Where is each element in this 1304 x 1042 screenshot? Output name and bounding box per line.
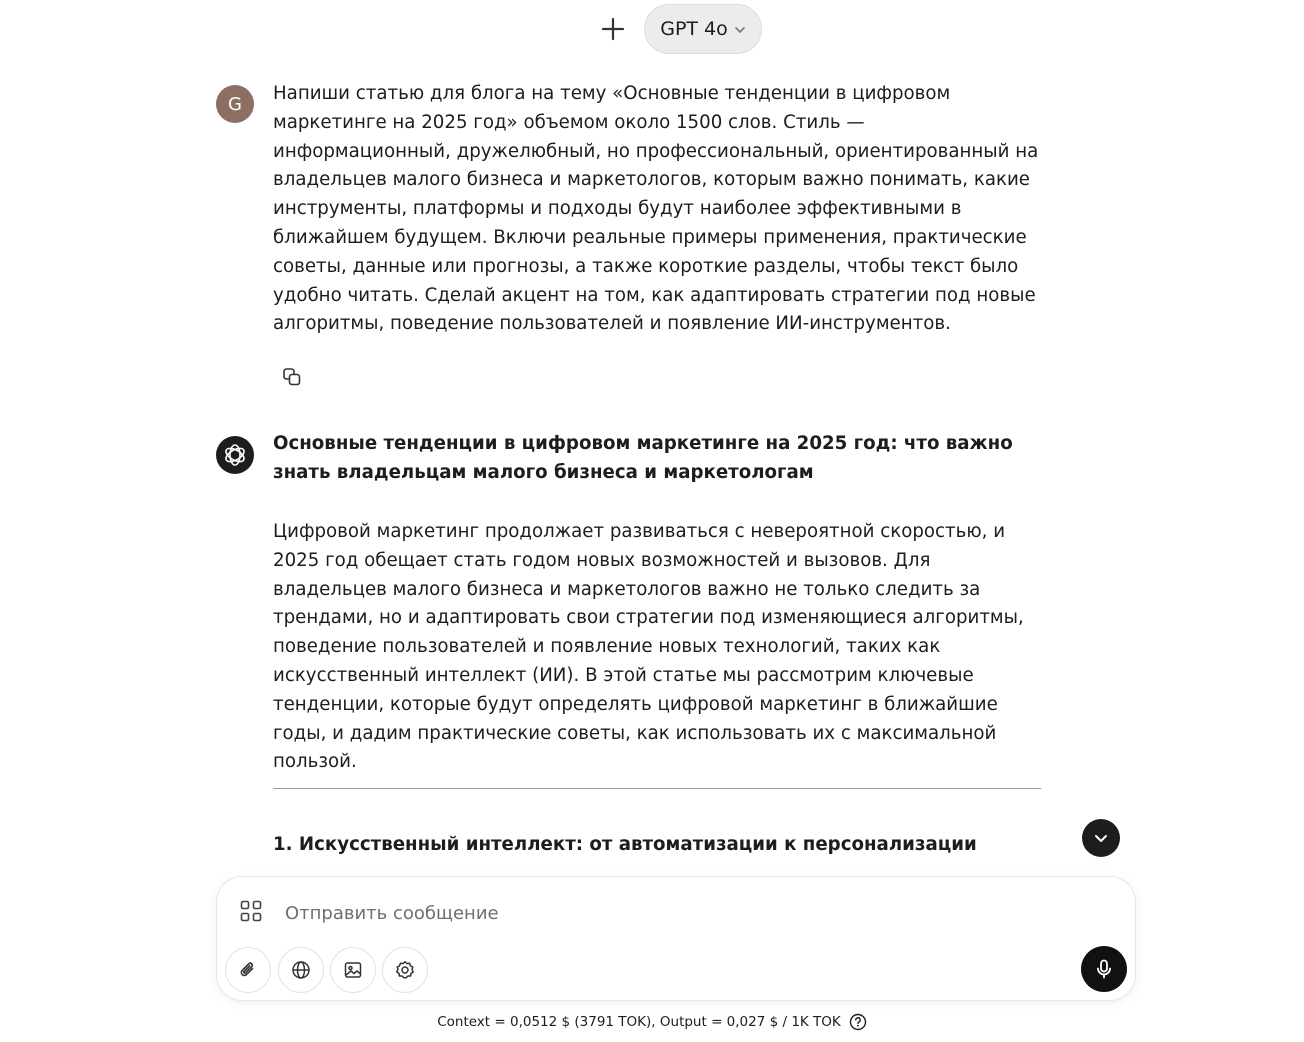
microphone-icon: [1093, 958, 1115, 980]
message-composer: [216, 876, 1136, 1001]
chevron-down-icon: [734, 24, 746, 36]
paperclip-icon: [237, 959, 259, 981]
question-circle-icon[interactable]: [849, 1013, 867, 1031]
top-bar: [0, 4, 1304, 54]
message-input[interactable]: [283, 895, 1047, 931]
gear-icon: [394, 959, 416, 981]
image-button[interactable]: [330, 947, 376, 993]
voice-input-button[interactable]: [1081, 946, 1127, 992]
pricing-info: [0, 1012, 1304, 1032]
settings-button[interactable]: [382, 947, 428, 993]
globe-icon: [290, 959, 312, 981]
divider: [273, 788, 1041, 789]
grid-icon[interactable]: [239, 899, 263, 923]
user-avatar-initial: G: [228, 93, 242, 115]
assistant-heading: Основные тенденции в цифровом маркетинге на 2025 год: что важно знать владельцам малого бизнеса и маркетологам: [273, 433, 1013, 483]
web-search-button[interactable]: [278, 947, 324, 993]
assistant-paragraph: Цифровой маркетинг продолжает развиваться с невероятной скоростью, и 2025 год обещает стать годом новых возможностей и вызовов. Для владельцев малого бизнеса и маркетологов важно не только следить за трендами, но и адаптировать свои стратегии под изменяющиеся алгоритмы, поведение пользователей и появление новых технологий, таких как искусственный интеллект (ИИ). В этой статье мы рассмотрим ключевые тенденции, которые будут определять цифровой маркетинг в ближайшие годы, и дадим практические советы, как использовать их с максимальной пользой.: [273, 521, 1024, 773]
pricing-text: Context = 0,0512 $ (3791 TOK), Output = 0,027 $ / 1K TOK: [437, 1014, 841, 1030]
assistant-avatar: [216, 436, 254, 474]
image-icon: [342, 959, 364, 981]
chevron-down-icon: [1093, 830, 1109, 846]
user-message-text: Напиши статью для блога на тему «Основные тенденции в цифровом маркетинге на 2025 год» объемом около 1500 слов. Стиль — информационный, дружелюбный, но профессиональный, ориентированный на владельцев малого бизнеса и маркетологов, которым важно понимать, какие инструменты, платформы и подходы будут наиболее эффективными в ближайшем будущем. Включи реальные примеры применения, практические советы, данные или прогнозы, а также короткие разделы, чтобы текст было удобно читать. Сделай акцент на том, как адаптировать стратегии под новые алгоритмы, поведение пользователей и появление ИИ-инструментов.: [273, 83, 1039, 335]
copy-button[interactable]: [278, 363, 306, 391]
scroll-down-button[interactable]: [1082, 819, 1120, 857]
new-chat-button[interactable]: [598, 14, 628, 44]
assistant-section-heading: 1. Искусственный интеллект: от автоматизации к персонализации: [273, 834, 977, 855]
model-label: GPT 4o: [660, 18, 728, 40]
copy-icon: [281, 366, 303, 388]
plus-icon: [600, 16, 626, 42]
attach-button[interactable]: [225, 947, 271, 993]
openai-logo-icon: [221, 441, 249, 469]
user-avatar: [216, 85, 254, 123]
model-selector[interactable]: [644, 4, 762, 54]
